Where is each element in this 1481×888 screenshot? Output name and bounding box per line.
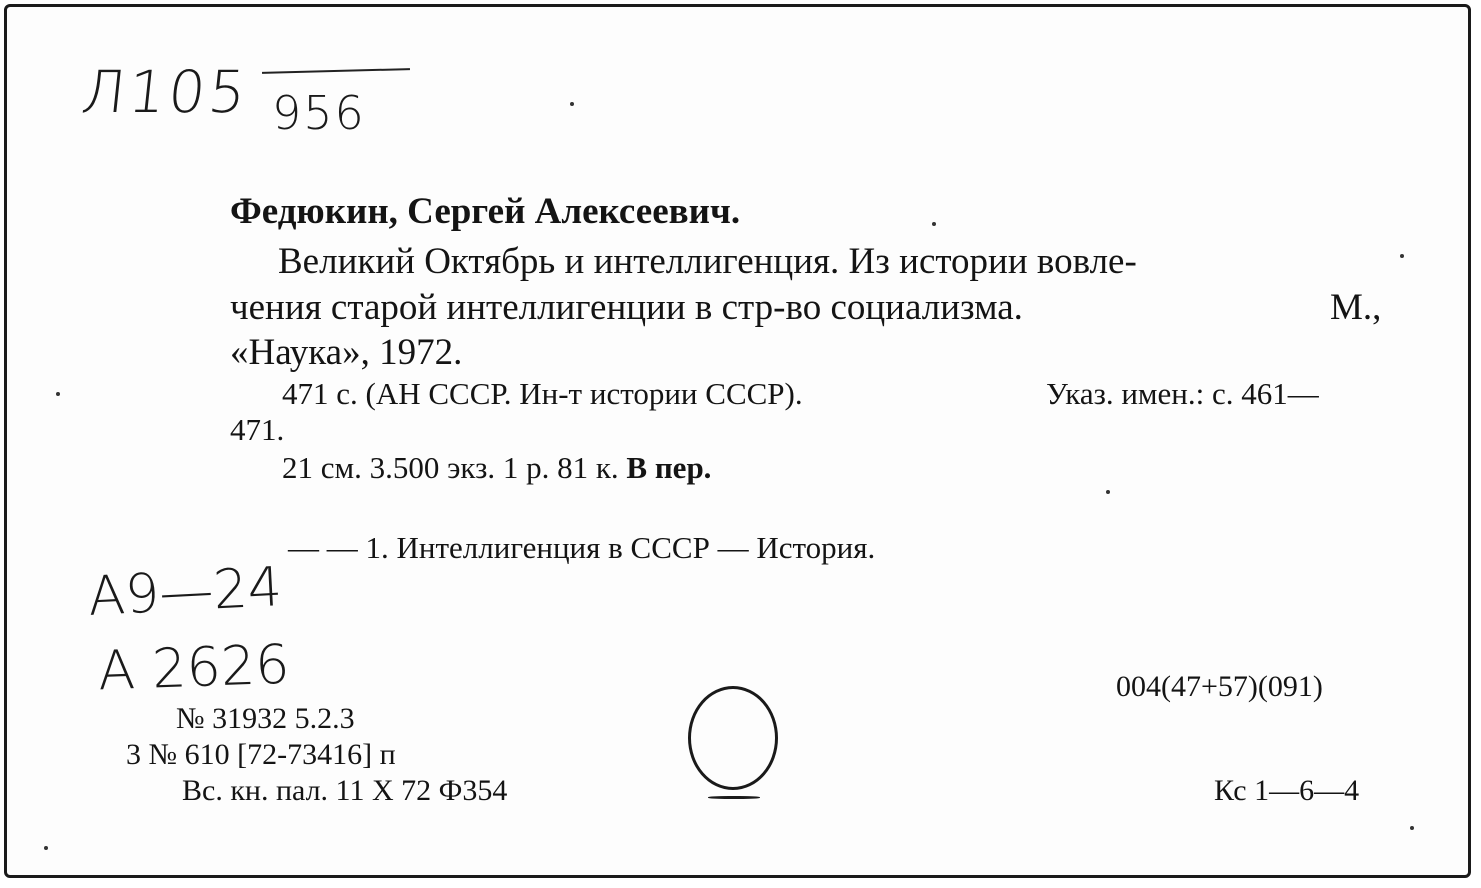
speck	[570, 102, 574, 106]
binding: В пер.	[626, 450, 712, 485]
book-chamber-note: Вс. кн. пал. 11 X 72 Ф354	[182, 774, 508, 807]
speck	[1400, 254, 1404, 258]
speck	[44, 846, 48, 850]
handwritten-code-2: А 2626	[96, 632, 291, 703]
index-note: Указ. имен.: с. 461—	[1046, 376, 1319, 411]
size-copies-price: 21 см. 3.500 экз. 1 р. 81 к.	[282, 450, 619, 485]
handwritten-code-1: А9—24	[86, 554, 284, 629]
punch-hole-shadow	[708, 796, 760, 799]
title-line-1: Великий Октябрь и интеллигенция. Из истории вовле-	[278, 241, 1137, 282]
classification-code: 004(47+57)(091)	[1116, 670, 1323, 703]
speck	[1410, 826, 1414, 830]
publication-place: М.,	[1330, 287, 1382, 328]
title-line-2: чения старой интеллигенции в стр-во социализма.	[230, 287, 1023, 328]
title-line-3: «Наука», 1972.	[230, 332, 463, 373]
shelf-mark-bottom: 956	[272, 86, 366, 140]
subject-heading: — — 1. Интеллигенция в СССР — История.	[288, 530, 876, 565]
printing-order: 3 № 610 [72-73416] п	[126, 738, 396, 771]
speck	[932, 222, 936, 226]
extent-series: 471 с. (АН СССР. Ин-т истории СССР).	[282, 376, 803, 411]
order-number: № 31932 5.2.3	[176, 702, 355, 735]
speck	[1106, 490, 1110, 494]
speck	[56, 392, 60, 396]
index-note-end: 471.	[230, 412, 285, 447]
physical-description	[282, 450, 711, 486]
card-code: Кс 1—6—4	[1214, 774, 1360, 807]
author-heading: Федюкин, Сергей Алексеевич.	[230, 191, 741, 232]
punch-hole	[688, 686, 778, 790]
shelf-mark-top: Л105	[78, 58, 252, 126]
